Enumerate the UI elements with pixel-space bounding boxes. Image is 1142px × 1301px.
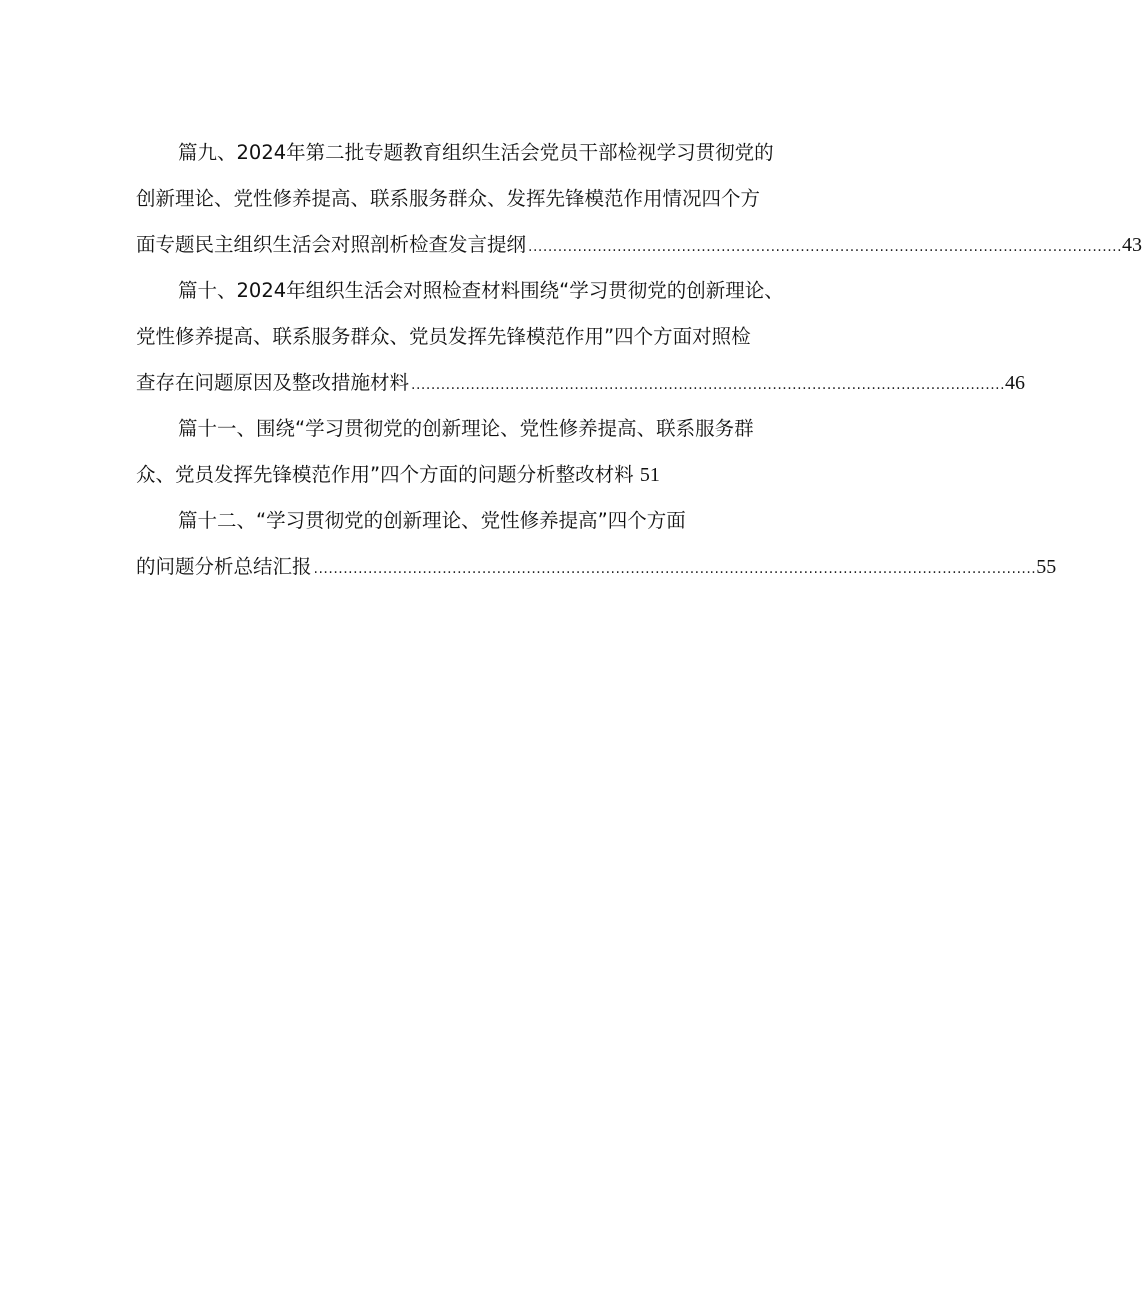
toc-page-number: 55 <box>1036 556 1057 578</box>
toc-entry[interactable] <box>136 130 1142 268</box>
toc-entry-line: 篇九、2024年第二批专题教育组织生活会党员干部检视学习贯彻党的 <box>178 141 774 164</box>
toc-page-number: 43 <box>1122 234 1142 256</box>
toc-page-number: 46 <box>1005 372 1026 394</box>
toc-entry[interactable] <box>136 498 1057 590</box>
toc-entry-line: 篇十二、“学习贯彻党的创新理论、党性修养提高”四个方面 <box>178 509 686 532</box>
toc-page-number: 51 <box>639 464 660 486</box>
toc-entry-line: 党性修养提高、联系服务群众、党员发挥先锋模范作用”四个方面对照检 <box>136 325 751 348</box>
toc-entry-line: 的问题分析总结汇报 <box>136 555 312 578</box>
toc-entry-line: 面专题民主组织生活会对照剖析检查发言提纲 <box>136 233 527 256</box>
toc-entry[interactable] <box>136 268 1026 406</box>
toc-entry[interactable] <box>136 406 796 498</box>
toc-entry-line: 众、党员发挥先锋模范作用”四个方面的问题分析整改材料 <box>136 463 634 486</box>
toc-entry-last-line <box>136 222 1142 268</box>
toc-entry-line: 查存在问题原因及整改措施材料 <box>136 371 410 394</box>
toc-entry-line: 篇十一、围绕“学习贯彻党的创新理论、党性修养提高、联系服务群 <box>178 417 754 440</box>
dot-leader: ........................................................................................................................ <box>528 239 1123 255</box>
toc-entry-line: 创新理论、党性修养提高、联系服务群众、发挥先锋模范作用情况四个方 <box>136 187 761 210</box>
dot-leader: .................................................................................................................................................. <box>313 561 1037 577</box>
toc-entry-last-line <box>136 360 1026 406</box>
toc-entry-last-line <box>136 452 796 498</box>
toc-entry-last-line <box>136 544 1057 590</box>
toc-entry-line: 篇十、2024年组织生活会对照检查材料围绕“学习贯彻党的创新理论、 <box>178 279 784 302</box>
dot-leader: ........................................................................................................................ <box>411 377 1006 393</box>
table-of-contents <box>136 130 1142 590</box>
